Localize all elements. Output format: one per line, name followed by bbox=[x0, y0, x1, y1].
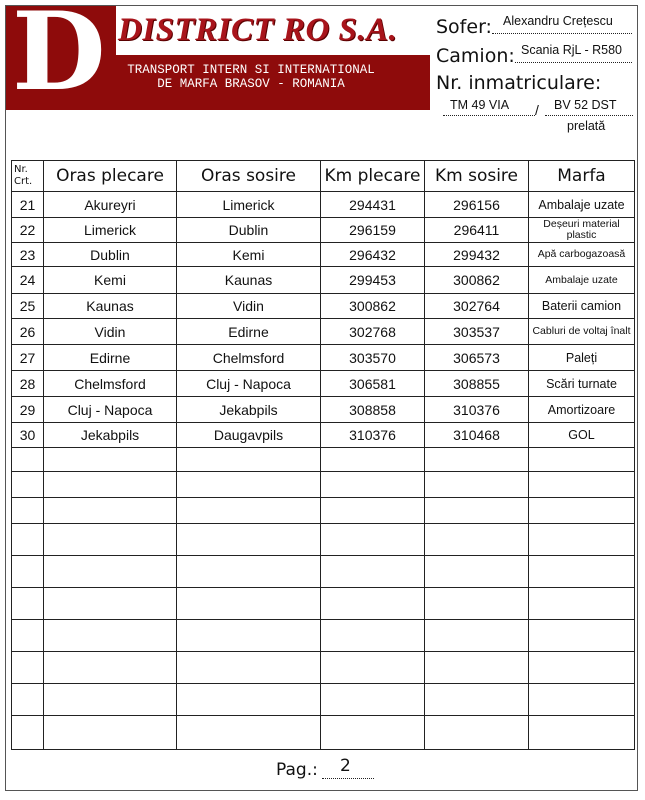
header-marfa: Marfa bbox=[529, 161, 635, 192]
empty-cell-marfa[interactable] bbox=[529, 498, 635, 524]
empty-cell-km-sosire[interactable] bbox=[425, 556, 529, 588]
empty-table-row bbox=[12, 620, 635, 652]
empty-cell-marfa[interactable] bbox=[529, 652, 635, 684]
company-name: DISTRICT RO S.A. bbox=[118, 12, 398, 48]
empty-cell-oras-sosire[interactable] bbox=[177, 472, 321, 498]
plate-truck-dots bbox=[443, 115, 535, 116]
table-row bbox=[12, 423, 635, 448]
table-row bbox=[12, 371, 635, 397]
empty-table-row bbox=[12, 472, 635, 498]
table-row bbox=[12, 267, 635, 294]
table-row bbox=[12, 319, 635, 345]
empty-cell-km-plecare[interactable] bbox=[321, 716, 425, 750]
empty-cell-km-sosire[interactable] bbox=[425, 716, 529, 750]
cell-nr[interactable]: 21 bbox=[12, 192, 44, 218]
empty-cell-marfa[interactable] bbox=[529, 472, 635, 498]
empty-cell-km-plecare[interactable] bbox=[321, 652, 425, 684]
cell-km-sosire[interactable]: 310468 bbox=[425, 423, 529, 448]
empty-cell-km-plecare[interactable] bbox=[321, 524, 425, 556]
empty-cell-nr[interactable] bbox=[12, 524, 44, 556]
empty-cell-km-sosire[interactable] bbox=[425, 620, 529, 652]
cell-nr[interactable]: 24 bbox=[12, 267, 44, 294]
cell-oras-plecare[interactable]: Dublin bbox=[44, 243, 177, 267]
empty-cell-marfa[interactable] bbox=[529, 448, 635, 472]
cell-km-sosire[interactable]: 310376 bbox=[425, 397, 529, 423]
empty-cell-oras-plecare[interactable] bbox=[44, 716, 177, 750]
cell-oras-plecare[interactable]: Edirne bbox=[44, 345, 177, 371]
empty-cell-oras-sosire[interactable] bbox=[177, 588, 321, 620]
cell-km-plecare[interactable]: 303570 bbox=[321, 345, 425, 371]
driver-label: Sofer: bbox=[436, 16, 492, 38]
cell-oras-sosire[interactable]: Edirne bbox=[177, 319, 321, 345]
empty-cell-oras-plecare[interactable] bbox=[44, 652, 177, 684]
page-label: Pag.: bbox=[276, 760, 318, 780]
cell-km-plecare[interactable]: 306581 bbox=[321, 371, 425, 397]
header-km-sosire: Km sosire bbox=[425, 161, 529, 192]
table-row bbox=[12, 243, 635, 267]
cell-km-sosire[interactable]: 296156 bbox=[425, 192, 529, 218]
cell-km-sosire[interactable]: 302764 bbox=[425, 294, 529, 319]
truck-dots bbox=[515, 62, 632, 63]
empty-cell-km-sosire[interactable] bbox=[425, 684, 529, 716]
subtitle-line-2: DE MARFA BRASOV - ROMANIA bbox=[157, 77, 345, 91]
empty-cell-km-plecare[interactable] bbox=[321, 556, 425, 588]
cell-nr[interactable]: 27 bbox=[12, 345, 44, 371]
empty-cell-km-plecare[interactable] bbox=[321, 498, 425, 524]
cell-km-plecare[interactable]: 294431 bbox=[321, 192, 425, 218]
empty-cell-oras-sosire[interactable] bbox=[177, 652, 321, 684]
cell-oras-plecare[interactable]: Cluj - Napoca bbox=[44, 397, 177, 423]
subtitle-line-1: TRANSPORT INTERN SI INTERNATIONAL bbox=[127, 63, 375, 77]
empty-cell-oras-sosire[interactable] bbox=[177, 620, 321, 652]
header-km-plecare: Km plecare bbox=[321, 161, 425, 192]
cell-nr[interactable]: 23 bbox=[12, 243, 44, 267]
cell-marfa[interactable]: Ambalaje uzate bbox=[529, 192, 635, 218]
cell-oras-sosire[interactable]: Dublin bbox=[177, 218, 321, 243]
empty-cell-oras-plecare[interactable] bbox=[44, 498, 177, 524]
cell-oras-plecare[interactable]: Vidin bbox=[44, 319, 177, 345]
empty-cell-nr[interactable] bbox=[12, 448, 44, 472]
cell-marfa[interactable]: Baterii camion bbox=[529, 294, 635, 319]
empty-cell-oras-sosire[interactable] bbox=[177, 524, 321, 556]
empty-table-row bbox=[12, 498, 635, 524]
cell-marfa[interactable]: Deșeuri material plastic bbox=[529, 218, 635, 243]
cell-marfa[interactable]: Ambalaje uzate bbox=[529, 267, 635, 294]
empty-cell-oras-plecare[interactable] bbox=[44, 448, 177, 472]
table-header-row bbox=[12, 161, 635, 192]
plate-trailer[interactable]: BV 52 DST bbox=[554, 98, 617, 112]
cell-km-sosire[interactable]: 300862 bbox=[425, 267, 529, 294]
driver-value[interactable]: Alexandru Crețescu bbox=[503, 14, 613, 28]
empty-cell-km-plecare[interactable] bbox=[321, 684, 425, 716]
empty-cell-oras-sosire[interactable] bbox=[177, 448, 321, 472]
cell-nr[interactable]: 29 bbox=[12, 397, 44, 423]
empty-cell-km-sosire[interactable] bbox=[425, 448, 529, 472]
empty-cell-marfa[interactable] bbox=[529, 588, 635, 620]
empty-cell-nr[interactable] bbox=[12, 498, 44, 524]
cell-oras-sosire[interactable]: Limerick bbox=[177, 192, 321, 218]
empty-table-row bbox=[12, 588, 635, 620]
empty-table-row bbox=[12, 448, 635, 472]
cell-oras-plecare[interactable]: Chelmsford bbox=[44, 371, 177, 397]
cell-oras-sosire[interactable]: Vidin bbox=[177, 294, 321, 319]
empty-table-row bbox=[12, 556, 635, 588]
empty-cell-km-sosire[interactable] bbox=[425, 498, 529, 524]
header-oras-sosire: Oras sosire bbox=[177, 161, 321, 192]
empty-cell-km-plecare[interactable] bbox=[321, 588, 425, 620]
header-oras-plecare: Oras plecare bbox=[44, 161, 177, 192]
cell-km-plecare[interactable]: 300862 bbox=[321, 294, 425, 319]
empty-cell-oras-sosire[interactable] bbox=[177, 684, 321, 716]
cell-oras-sosire[interactable]: Jekabpils bbox=[177, 397, 321, 423]
empty-table-row bbox=[12, 652, 635, 684]
cell-oras-sosire[interactable]: Cluj - Napoca bbox=[177, 371, 321, 397]
cell-marfa[interactable]: GOL bbox=[529, 423, 635, 448]
cell-nr[interactable]: 22 bbox=[12, 218, 44, 243]
transport-table bbox=[11, 160, 635, 750]
table-row bbox=[12, 397, 635, 423]
cell-km-plecare[interactable]: 302768 bbox=[321, 319, 425, 345]
empty-cell-nr[interactable] bbox=[12, 652, 44, 684]
cell-nr[interactable]: 26 bbox=[12, 319, 44, 345]
empty-cell-oras-plecare[interactable] bbox=[44, 472, 177, 498]
table-row bbox=[12, 218, 635, 243]
cell-oras-sosire[interactable]: Kaunas bbox=[177, 267, 321, 294]
page-number[interactable]: 2 bbox=[340, 756, 351, 776]
cell-km-sosire[interactable]: 296411 bbox=[425, 218, 529, 243]
empty-cell-oras-sosire[interactable] bbox=[177, 498, 321, 524]
plate-label: Nr. inmatriculare: bbox=[436, 72, 602, 94]
cell-marfa[interactable]: Cabluri de voltaj înalt bbox=[529, 319, 635, 345]
cell-km-plecare[interactable]: 310376 bbox=[321, 423, 425, 448]
cell-oras-sosire[interactable]: Chelmsford bbox=[177, 345, 321, 371]
empty-cell-oras-plecare[interactable] bbox=[44, 588, 177, 620]
cell-km-sosire[interactable]: 306573 bbox=[425, 345, 529, 371]
cell-nr[interactable]: 25 bbox=[12, 294, 44, 319]
empty-cell-km-sosire[interactable] bbox=[425, 652, 529, 684]
plate-trailer-dots bbox=[545, 115, 633, 116]
cell-km-sosire[interactable]: 299432 bbox=[425, 243, 529, 267]
cell-km-plecare[interactable]: 296159 bbox=[321, 218, 425, 243]
empty-cell-oras-sosire[interactable] bbox=[177, 716, 321, 750]
empty-cell-nr[interactable] bbox=[12, 620, 44, 652]
empty-cell-marfa[interactable] bbox=[529, 556, 635, 588]
empty-cell-marfa[interactable] bbox=[529, 620, 635, 652]
empty-cell-oras-sosire[interactable] bbox=[177, 556, 321, 588]
empty-cell-nr[interactable] bbox=[12, 716, 44, 750]
empty-cell-oras-plecare[interactable] bbox=[44, 620, 177, 652]
empty-cell-km-plecare[interactable] bbox=[321, 620, 425, 652]
empty-cell-oras-plecare[interactable] bbox=[44, 684, 177, 716]
truck-value[interactable]: Scania RjL - R580 bbox=[521, 43, 622, 57]
empty-cell-km-sosire[interactable] bbox=[425, 472, 529, 498]
cell-marfa[interactable]: Scări turnate bbox=[529, 371, 635, 397]
empty-cell-nr[interactable] bbox=[12, 588, 44, 620]
plate-truck[interactable]: TM 49 VIA bbox=[450, 98, 510, 112]
empty-cell-marfa[interactable] bbox=[529, 524, 635, 556]
cell-oras-sosire[interactable]: Kemi bbox=[177, 243, 321, 267]
cell-km-plecare[interactable]: 296432 bbox=[321, 243, 425, 267]
table-row bbox=[12, 345, 635, 371]
cell-marfa[interactable]: Apă carbogazoasă bbox=[529, 243, 635, 267]
trailer-note: prelată bbox=[567, 119, 606, 133]
cell-km-plecare[interactable]: 308858 bbox=[321, 397, 425, 423]
empty-cell-nr[interactable] bbox=[12, 684, 44, 716]
empty-table-row bbox=[12, 684, 635, 716]
cell-km-plecare[interactable]: 299453 bbox=[321, 267, 425, 294]
empty-table-row bbox=[12, 716, 635, 750]
truck-label: Camion: bbox=[436, 45, 515, 67]
cell-oras-plecare[interactable]: Kaunas bbox=[44, 294, 177, 319]
empty-cell-km-plecare[interactable] bbox=[321, 448, 425, 472]
empty-cell-oras-plecare[interactable] bbox=[44, 556, 177, 588]
plate-separator: / bbox=[535, 102, 539, 118]
empty-table-row bbox=[12, 524, 635, 556]
cell-nr[interactable]: 28 bbox=[12, 371, 44, 397]
cell-nr[interactable]: 30 bbox=[12, 423, 44, 448]
empty-cell-km-sosire[interactable] bbox=[425, 524, 529, 556]
driver-dots bbox=[492, 33, 632, 34]
empty-cell-oras-plecare[interactable] bbox=[44, 524, 177, 556]
empty-cell-marfa[interactable] bbox=[529, 684, 635, 716]
empty-cell-km-sosire[interactable] bbox=[425, 588, 529, 620]
empty-cell-marfa[interactable] bbox=[529, 716, 635, 750]
cell-marfa[interactable]: Amortizoare bbox=[529, 397, 635, 423]
page-dots bbox=[322, 778, 374, 779]
cell-oras-plecare[interactable]: Limerick bbox=[44, 218, 177, 243]
cell-marfa[interactable]: Paleți bbox=[529, 345, 635, 371]
empty-cell-nr[interactable] bbox=[12, 472, 44, 498]
cell-oras-plecare[interactable]: Jekabpils bbox=[44, 423, 177, 448]
cell-km-sosire[interactable]: 308855 bbox=[425, 371, 529, 397]
empty-cell-nr[interactable] bbox=[12, 556, 44, 588]
logo-box bbox=[6, 0, 116, 115]
header-nr-crt: Nr. Crt. bbox=[12, 161, 44, 192]
cell-oras-plecare[interactable]: Kemi bbox=[44, 267, 177, 294]
empty-cell-km-plecare[interactable] bbox=[321, 472, 425, 498]
cell-km-sosire[interactable]: 303537 bbox=[425, 319, 529, 345]
table-row bbox=[12, 192, 635, 218]
cell-oras-sosire[interactable]: Daugavpils bbox=[177, 423, 321, 448]
company-subtitle bbox=[116, 63, 386, 91]
logo-letter: D bbox=[12, 0, 106, 115]
cell-oras-plecare[interactable]: Akureyri bbox=[44, 192, 177, 218]
table-row bbox=[12, 294, 635, 319]
